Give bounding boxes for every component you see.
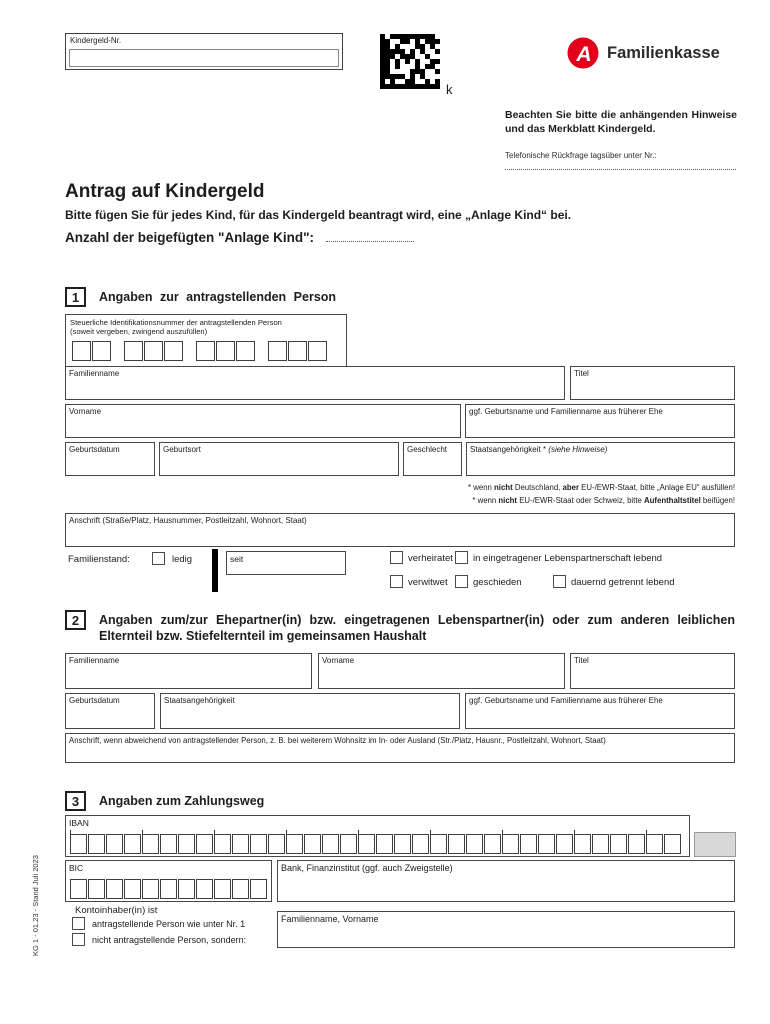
cell-group	[268, 341, 328, 361]
char-cell[interactable]	[144, 341, 163, 361]
vorname-field-2[interactable]	[318, 653, 565, 689]
vorname-field-1[interactable]	[65, 404, 461, 438]
titel-field-2[interactable]	[570, 653, 735, 689]
bic-box	[65, 860, 272, 902]
anschrift-label-2: Anschrift, wenn abweichend von antragstellender Person, z. B. bei weiterem Wohnsitz im In- oder Ausland (Str./Platz, Hausnr., Postleitzahl, Wohnort, Staat)	[69, 736, 606, 745]
kontoinhaber-name-label: Familienname, Vorname	[281, 914, 379, 924]
char-cell[interactable]	[216, 341, 235, 361]
bic-cells	[70, 879, 268, 899]
char-cell[interactable]	[574, 834, 591, 854]
kindergeld-nr-box	[65, 33, 343, 70]
staatsangehoerigkeit-label-1: Staatsangehörigkeit * (siehe Hinweise)	[470, 445, 608, 454]
char-cell[interactable]	[106, 879, 123, 899]
char-cell[interactable]	[268, 834, 285, 854]
bank-label: Bank, Finanzinstitut (ggf. auch Zweigstelle)	[281, 863, 453, 873]
kontoinhaber-option1-checkbox[interactable]	[72, 917, 85, 930]
char-cell[interactable]	[250, 834, 267, 854]
section1-number: 1	[65, 287, 86, 307]
section3-number: 3	[65, 791, 86, 811]
section1-header	[65, 287, 735, 307]
geburtsname-field-2[interactable]	[465, 693, 735, 729]
char-cell[interactable]	[178, 879, 195, 899]
annex-count-row	[65, 228, 414, 245]
char-cell[interactable]	[322, 834, 339, 854]
geburtsname-label-2: ggf. Geburtsname und Familienname aus früherer Ehe	[469, 696, 663, 705]
geburtsdatum-field-2[interactable]	[65, 693, 155, 729]
char-cell[interactable]	[106, 834, 123, 854]
char-cell[interactable]	[160, 834, 177, 854]
geburtsdatum-field-1[interactable]	[65, 442, 155, 476]
section3-header	[65, 791, 735, 811]
char-cell[interactable]	[88, 879, 105, 899]
kontoinhaber-option2-label: nicht antragstellende Person, sondern:	[92, 935, 247, 945]
char-cell[interactable]	[502, 834, 519, 854]
char-cell[interactable]	[556, 834, 573, 854]
char-cell[interactable]	[142, 834, 159, 854]
char-cell[interactable]	[232, 879, 249, 899]
kindergeld-nr-label: Kindergeld-Nr.	[70, 36, 122, 45]
char-cell[interactable]	[286, 834, 303, 854]
cell-group	[196, 341, 256, 361]
char-cell[interactable]	[160, 879, 177, 899]
char-cell[interactable]	[520, 834, 537, 854]
char-cell[interactable]	[268, 341, 287, 361]
getrennt-label: dauernd getrennt lebend	[571, 577, 675, 588]
iban-cells	[70, 834, 682, 854]
anschrift-label-1: Anschrift (Straße/Platz, Hausnummer, Postleitzahl, Wohnort, Staat)	[69, 516, 307, 525]
geschlecht-label: Geschlecht	[407, 445, 448, 454]
char-cell[interactable]	[124, 341, 143, 361]
titel-label-2: Titel	[574, 656, 589, 665]
char-cell[interactable]	[412, 834, 429, 854]
char-cell[interactable]	[164, 341, 183, 361]
verwitwet-checkbox[interactable]	[390, 575, 403, 588]
seit-label: seit	[230, 554, 244, 564]
tax-id-box	[65, 314, 347, 369]
char-cell[interactable]	[484, 834, 501, 854]
staatsangehoerigkeit-field-1[interactable]	[466, 442, 735, 476]
titel-field-1[interactable]	[570, 366, 735, 400]
char-cell[interactable]	[124, 834, 141, 854]
section2-number: 2	[65, 610, 86, 630]
kindergeld-nr-input[interactable]	[69, 49, 339, 67]
geburtsort-label: Geburtsort	[163, 445, 201, 454]
char-cell[interactable]	[196, 879, 213, 899]
char-cell[interactable]	[92, 341, 111, 361]
familienkasse-logo	[567, 37, 720, 69]
char-cell[interactable]	[124, 879, 141, 899]
geburtsdatum-label-1: Geburtsdatum	[69, 445, 120, 454]
char-cell[interactable]	[448, 834, 465, 854]
char-cell[interactable]	[340, 834, 357, 854]
iban-office-use-box	[694, 832, 736, 857]
char-cell[interactable]	[232, 834, 249, 854]
familienname-field-2[interactable]	[65, 653, 312, 689]
staatsangehoerigkeit-label-2: Staatsangehörigkeit	[164, 696, 235, 705]
anschrift-field-2[interactable]	[65, 733, 735, 763]
staatsangehoerigkeit-field-2[interactable]	[160, 693, 460, 729]
char-cell[interactable]	[72, 341, 91, 361]
section1-title: Angaben zur antragstellenden Person	[99, 290, 337, 304]
char-cell[interactable]	[196, 341, 215, 361]
datamatrix-barcode	[380, 34, 440, 89]
getrennt-checkbox[interactable]	[553, 575, 566, 588]
tax-id-cells	[72, 341, 340, 361]
form-version-code: KG 1 - 01.23 - Stand Juli 2023	[31, 855, 40, 956]
char-cell[interactable]	[178, 834, 195, 854]
char-cell[interactable]	[70, 879, 87, 899]
annex-count-label: Anzahl der beigefügten "Anlage Kind":	[65, 230, 315, 245]
ba-logo-icon	[567, 37, 599, 69]
footnote-line2: * wenn nicht EU-/EWR-Staat oder Schweiz, bitte Aufenthaltstitel beifügen!	[472, 496, 735, 505]
annex-count-input[interactable]	[326, 228, 414, 242]
geschieden-checkbox[interactable]	[455, 575, 468, 588]
char-cell[interactable]	[358, 834, 375, 854]
char-cell[interactable]	[610, 834, 627, 854]
geschlecht-field[interactable]	[403, 442, 462, 476]
geburtsname-label-1: ggf. Geburtsname und Familienname aus früherer Ehe	[469, 407, 663, 416]
char-cell[interactable]	[196, 834, 213, 854]
titel-label-1: Titel	[574, 369, 589, 378]
familienname-label-2: Familienname	[69, 656, 120, 665]
footnote-line1: * wenn nicht Deutschland, aber EU-/EWR-Staat, bitte „Anlage EU“ ausfüllen!	[468, 483, 735, 492]
char-cell[interactable]	[466, 834, 483, 854]
siehe-hinweise-hint: (siehe Hinweise)	[548, 445, 608, 454]
page-title: Antrag auf Kindergeld	[65, 181, 265, 202]
familienstand-label: Familienstand:	[68, 554, 130, 565]
verheiratet-label: verheiratet	[408, 553, 453, 564]
lebenspartnerschaft-checkbox[interactable]	[455, 551, 468, 564]
char-cell[interactable]	[250, 879, 267, 899]
char-cell[interactable]	[304, 834, 321, 854]
char-cell[interactable]	[88, 834, 105, 854]
kontoinhaber-option1-label: antragstellende Person wie unter Nr. 1	[92, 919, 246, 929]
iban-label: IBAN	[69, 818, 89, 828]
ledig-label: ledig	[172, 554, 193, 565]
char-cell[interactable]	[214, 834, 231, 854]
geburtsdatum-label-2: Geburtsdatum	[69, 696, 120, 705]
section2-title: Angaben zum/zur Ehepartner(in) bzw. eingetragenen Lebenspartner(in) oder zum anderen leiblichen Elternteil bzw. Stiefelternteil im gemeinsamen Haushalt	[99, 613, 735, 643]
char-cell[interactable]	[308, 341, 327, 361]
tax-id-label-line2: (soweit vergeben, zwingend auszufüllen)	[70, 327, 208, 336]
cell-group	[124, 341, 184, 361]
section2-header	[65, 610, 735, 644]
bank-field[interactable]	[277, 860, 735, 902]
phone-note: Telefonische Rückfrage tagsüber unter Nr.:	[505, 151, 657, 160]
geburtsname-field-1[interactable]	[465, 404, 735, 438]
char-cell[interactable]	[376, 834, 393, 854]
char-cell[interactable]	[664, 834, 681, 854]
bic-label: BIC	[69, 863, 84, 873]
anschrift-field-1[interactable]	[65, 513, 735, 547]
phone-write-line[interactable]	[505, 158, 736, 170]
vorname-label-1: Vorname	[69, 407, 102, 416]
barcode-caption: k	[446, 82, 453, 97]
svg-text:A: A	[576, 43, 592, 66]
ledig-checkbox[interactable]	[152, 552, 165, 565]
tax-id-label-line1: Steuerliche Identifikationsnummer der antragstellenden Person	[70, 318, 282, 327]
lebenspartnerschaft-label: in eingetragener Lebenspartnerschaft lebend	[473, 553, 663, 564]
cell-group	[72, 341, 112, 361]
verheiratet-checkbox[interactable]	[390, 551, 403, 564]
vorname-label-2: Vorname	[322, 656, 355, 665]
char-cell[interactable]	[214, 879, 231, 899]
section3-title: Angaben zum Zahlungsweg	[99, 794, 265, 808]
kontoinhaber-option2-checkbox[interactable]	[72, 933, 85, 946]
familienname-field-1[interactable]	[65, 366, 565, 400]
kontoinhaber-name-field[interactable]	[277, 911, 735, 948]
char-cell[interactable]	[646, 834, 663, 854]
char-cell[interactable]	[70, 834, 87, 854]
char-cell[interactable]	[430, 834, 447, 854]
verwitwet-label: verwitwet	[408, 577, 448, 588]
char-cell[interactable]	[288, 341, 307, 361]
geschieden-label: geschieden	[473, 577, 522, 588]
familienstand-divider	[212, 549, 218, 592]
char-cell[interactable]	[236, 341, 255, 361]
char-cell[interactable]	[592, 834, 609, 854]
notice-text: Beachten Sie bitte die anhängenden Hinweise und das Merkblatt Kindergeld.	[505, 109, 737, 135]
char-cell[interactable]	[628, 834, 645, 854]
familienname-label-1: Familienname	[69, 369, 120, 378]
geburtsort-field[interactable]	[159, 442, 399, 476]
brand-name: Familienkasse	[607, 43, 720, 62]
char-cell[interactable]	[538, 834, 555, 854]
char-cell[interactable]	[394, 834, 411, 854]
iban-box	[65, 815, 690, 857]
char-cell[interactable]	[142, 879, 159, 899]
kontoinhaber-label: Kontoinhaber(in) ist	[75, 905, 158, 916]
page-subtitle: Bitte fügen Sie für jedes Kind, für das Kindergeld beantragt wird, eine „Anlage Kind“ bei.	[65, 208, 572, 222]
seit-field[interactable]	[226, 551, 346, 575]
